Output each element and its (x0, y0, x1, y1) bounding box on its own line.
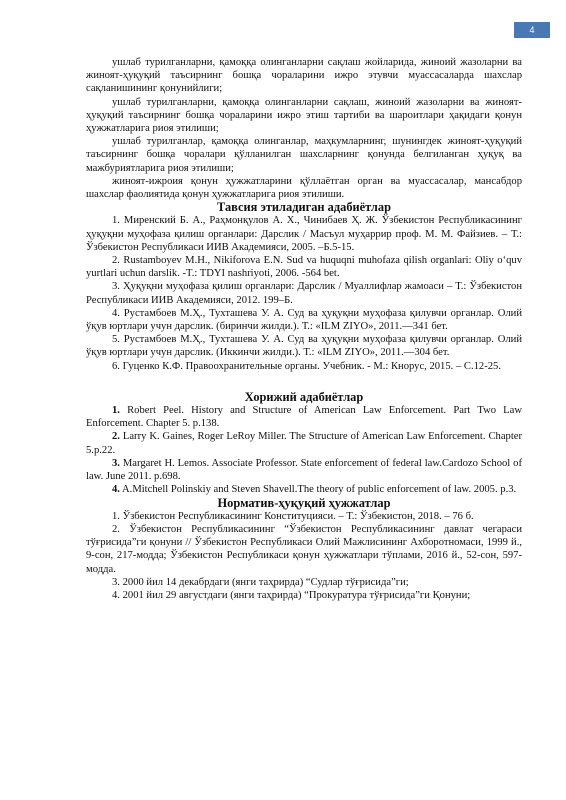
page-number-badge: 4 (514, 22, 550, 38)
intro-paragraph: ушлаб турилганларни, қамоққа олинганларни сақлаш жойларида, жиноий жазоларни ва жиноят-ҳуқуқий таъсирнинг бошқа чораларини ижро этувчи муассасаларда шахслар сақланишининг қонунийлиги; (86, 57, 522, 95)
recommended-literature-title: Тавсия этиладиган адабиётлар (217, 200, 391, 215)
foreign-item-number: 4. (112, 484, 120, 496)
recommended-item: 5. Рустамбоев М.Ҳ., Тухташева У. А. Суд ва ҳуқуқни муҳофаза қилувчи органлар. Олий ўқув юртлари учун дарслик. (Иккинчи жилди.). Т.: «ILM ZIYO», 2011.—304 бет. (86, 334, 522, 359)
recommended-item: 3. Ҳуқуқни муҳофаза қилиш органлари: Дарслик / Муаллифлар жамоаси – Т.: Ўзбекистон Республикаси ИИВ Академияси, 2012. 199–Б. (86, 281, 522, 306)
foreign-item-number: 3. (112, 457, 120, 469)
foreign-item-number: 1. (112, 405, 120, 417)
foreign-item-text: Larry K. Gaines, Roger LeRoy Miller. The Structure of American Law Enforcement. Chapter 5.p.22. (86, 431, 522, 456)
recommended-item: 4. Рустамбоев М.Ҳ., Тухташева У. А. Суд ва ҳуқуқни муҳофаза қилувчи органлар. Олий ўқув юртлари учун дарслик. (биринчи жилди.). Т.: «ILM ZIYO», 2011.—341 бет. (86, 307, 522, 333)
foreign-item (86, 404, 522, 430)
recommended-item: 1. Миренский Б. А., Раҳмонқулов А. Х., Чинибаев Ҳ. Ж. Ўзбекистон Республикасининг ҳуқуқни муҳофаза қилиш органлари: Дарслик / Масъул муҳаррир проф. М. М. Файзиев. – Т.: Ўзбекистон Республикаси ИИВ Академияси, 2005. –Б.5-15. (86, 215, 522, 253)
foreign-item (86, 483, 522, 496)
document-body (86, 56, 522, 602)
intro-paragraph: ушлаб турилганларни, қамоққа олинганларни сақлаш, жиноий жазоларни ва жиноят-ҳуқуқий таъсирнинг бошқа чораларини ижро этиш тартиби ва шароитлари ҳақидаги қонун ҳужжатларига риоя этилиши; (86, 96, 522, 135)
intro-paragraph: жиноят-ижроия қонун ҳужжатларини қўллаётган орган ва муассасалар, мансабдор шахслар фаолиятида қонун ҳужжатларига риоя этилиши. (86, 175, 522, 201)
normative-item: 1. Ўзбекистон Республикасининг Конституцияси. – Т.: Ўзбекистон, 2018. – 76 б. (112, 510, 474, 522)
foreign-literature-title: Хорижий адабиётлар (244, 389, 364, 404)
normative-item: 2. Ўзбекистон Республикасининг “Ўзбекистон Республикасининг давлат чегараси тўғрисида”ги қонуни // Ўзбекистон Республикаси Олий Мажлисининг Ахборотномаси, 1999 й., 9-сон, 217-модда; Ўзбекистон Республикаси қонун ҳужжатлари тўплами, 2016 й., 52-сон, 597-модда. (86, 523, 522, 575)
normative-item: 3. 2000 йил 14 декабрдаги (янги таҳрирда) “Судлар тўғрисида”ги; (112, 576, 409, 588)
foreign-item-text: Margaret H. Lemos. Associate Professor. State enforcement of federal law.Cardozo School of law. June 2011. p.698. (86, 457, 522, 483)
intro-paragraph: ушлаб турилганлар, қамоққа олинганлар, маҳкумларнинг, шунингдек жиноят-ҳуқуқий таъсирнинг бошқа чоралари қўлланилган шахсларнинг қонунда белгиланган ҳуқуқ ва мажбуриятларига риоя этилиши; (86, 136, 522, 174)
normative-documents-title: Норматив-ҳуқуқий ҳужжатлар (217, 495, 391, 510)
section-gap (86, 373, 522, 391)
foreign-item (86, 457, 522, 483)
foreign-item-text: Robert Peel. History and Structure of American Law Enforcement. Part Two Law Enforcement. Chapter 5. p.138. (86, 405, 522, 430)
foreign-item (86, 430, 522, 456)
recommended-item: 2. Rustamboyev M.H., Nikiforova E.N. Sud va huquqni muhofaza qilish organlari: Oliy o‘quv yurtlari uchun darslik. -T.: TDYI nashriyoti, 2006. -564 bet. (86, 255, 522, 280)
recommended-item: 6. Гуценко К.Ф. Правоохранительные органы. Учебник. - М.: Кнорус, 2015. – С.12-25. (112, 360, 501, 372)
foreign-item-number: 2. (112, 431, 120, 443)
foreign-item-text: A.Mitchell Polinskiy and Steven Shavell.The theory of public enforcement of law. 2005. p.3. (119, 484, 517, 496)
normative-item: 4. 2001 йил 29 августдаги (янги таҳрирда) “Прокуратура тўғрисида”ги Қонуни; (112, 589, 471, 601)
